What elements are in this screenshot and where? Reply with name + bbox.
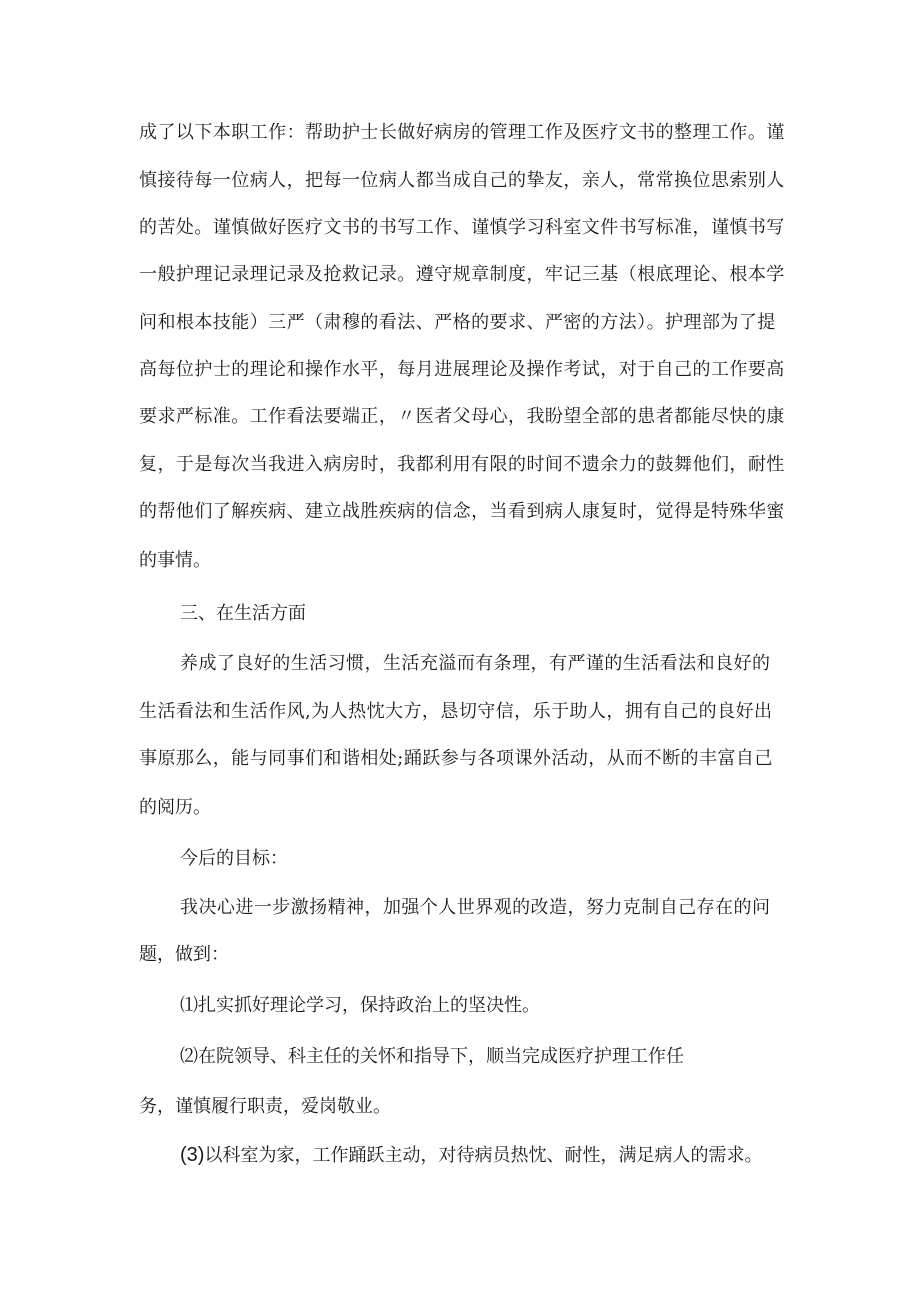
text-line: 复，于是每次当我进入病房时，我都利用有限的时间不遗余力的鼓舞他们，耐性 (139, 454, 785, 475)
list-item-1: ⑴扎实抓好理论学习，保持政治上的坚决性。 (180, 995, 540, 1016)
list-item-3 (180, 1143, 762, 1167)
text-line: 的苦处。谨慎做好医疗文书的书写工作、谨慎学习科室文件书写标准，谨慎书写 (139, 217, 785, 238)
text-line: 要求严标准。工作看法要端正，〃医者父母心，我盼望全部的患者都能尽快的康 (139, 406, 785, 427)
text-line: 的帮他们了解疾病、建立战胜疾病的信念，当看到病人康复时，觉得是特殊华蜜 (139, 501, 785, 522)
text-line: 题，做到： (139, 944, 229, 965)
text-line: 我决心进一步激扬精神，加强个人世界观的改造，努力克制自己存在的问 (180, 897, 771, 918)
section-heading-goals: 今后的目标： (180, 848, 288, 869)
text-line: 一般护理记录理记录及抢救记录。遵守规章制度，牢记三基（根底理论、根本学 (139, 264, 785, 285)
text-line: 养成了良好的生活习惯，生活充溢而有条理，有严谨的生活看法和良好的 (180, 653, 771, 674)
text-line: 问和根本技能）三严（肃穆的看法、严格的要求、严密的方法）。护理部为了提 (139, 312, 776, 333)
text-line: 务，谨慎履行职责，爱岗敬业。 (139, 1096, 391, 1117)
section-heading-life: 三、在生活方面 (180, 603, 306, 624)
text-line: ⑵在院领导、科主任的关怀和指导下，顺当完成医疗护理工作任 (180, 1046, 684, 1067)
text-line: 的阅历。 (139, 797, 211, 818)
list-item-text: 以科室为家，工作踊跃主动，对待病员热忱、耐性，满足病人的需求。 (204, 1145, 763, 1166)
text-line: 的事情。 (139, 550, 211, 571)
text-line: 慎接待每一位病人，把每一位病人都当成自己的挚友，亲人，常常换位思索别人 (139, 170, 785, 191)
text-line: 高每位护士的理论和操作水平，每月进展理论及操作考试，对于自己的工作要高 (139, 359, 785, 380)
text-line: 生活看法和生活作风,为人热忱大方，恳切守信，乐于助人，拥有自己的良好出 (139, 701, 773, 722)
text-line: 事原那么，能与同事们和谐相处;踊跃参与各项课外活动，从而不断的丰富自己 (139, 748, 773, 769)
text-line: 成了以下本职工作：帮助护士长做好病房的管理工作及医疗文书的整理工作。谨 (139, 122, 785, 143)
list-marker: (3) (180, 1144, 205, 1166)
